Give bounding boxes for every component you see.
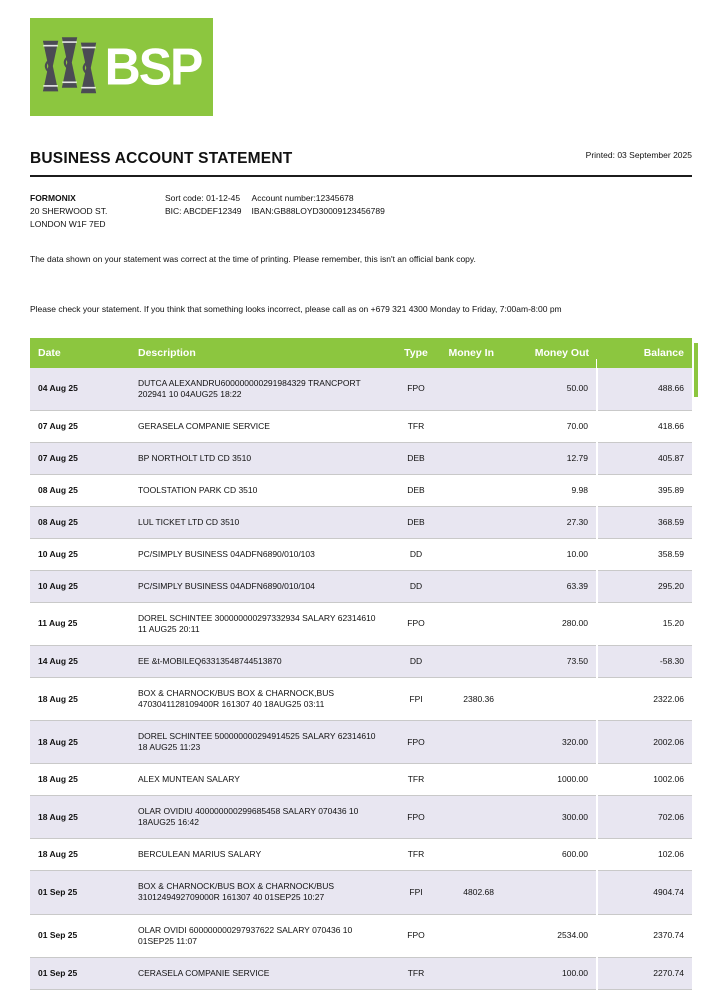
cell-description: OLAR OVIDI 600000000297937622 SALARY 070436 10 01SEP25 11:07 xyxy=(138,924,353,946)
cell-description: ALEX MUNTEAN SALARY xyxy=(138,774,240,785)
cell-description: DOREL SCHINTEE 500000000294914525 SALARY 62314610 18 AUG25 11:23 xyxy=(138,731,376,753)
cell-date: 18 Aug 25 xyxy=(38,774,78,785)
cell-money-out: 73.50 xyxy=(502,645,597,677)
sort-code: Sort code: 01-12-45 xyxy=(165,193,241,203)
cell-money-out: 27.30 xyxy=(502,506,597,538)
cell-description: BP NORTHOLT LTD CD 3510 xyxy=(138,452,252,463)
transactions-table xyxy=(30,338,692,990)
iban: IBAN:GB88LOYD30009123456789 xyxy=(251,206,385,217)
cell-money-in xyxy=(440,957,502,989)
cell-date: 11 Aug 25 xyxy=(38,618,78,629)
column-header-balance: Balance xyxy=(597,338,692,368)
cell-money-in xyxy=(440,368,502,411)
bsp-logo xyxy=(30,18,213,116)
cell-type: FPO xyxy=(407,736,425,747)
cell-date: 10 Aug 25 xyxy=(38,580,78,591)
page-title: BUSINESS ACCOUNT STATEMENT xyxy=(30,150,293,167)
cell-balance: 2002.06 xyxy=(653,736,684,747)
cell-date: 01 Sep 25 xyxy=(38,886,78,897)
contact-note: Please check your statement. If you think that something looks incorrect, please call as on +679 321 4300 Monday to Friday, 7:00am-8:00 pm xyxy=(30,303,562,314)
table-row xyxy=(30,764,692,796)
cell-type: FPI xyxy=(409,886,423,897)
cell-money-in xyxy=(440,474,502,506)
cell-date: 18 Aug 25 xyxy=(38,849,78,860)
cell-money-in xyxy=(440,839,502,871)
cell-date: 10 Aug 25 xyxy=(38,548,78,559)
cell-money-in xyxy=(440,721,502,764)
cell-date: 18 Aug 25 xyxy=(38,736,78,747)
table-row xyxy=(30,871,692,914)
cell-balance: 418.66 xyxy=(658,420,684,431)
cell-balance: -58.30 xyxy=(659,655,684,666)
cell-money-in: 2380.36 xyxy=(463,693,494,704)
table-row xyxy=(30,442,692,474)
cell-money-in xyxy=(440,796,502,839)
cell-description: BOX & CHARNOCK/BUS BOX & CHARNOCK,BUS 4703041128109400R 161307 40 18AUG25 03:11 xyxy=(138,688,335,710)
cell-description: LUL TICKET LTD CD 3510 xyxy=(138,516,240,527)
cell-type: FPI xyxy=(409,693,423,704)
cell-money-in xyxy=(440,442,502,474)
bic: BIC: ABCDEF12349 xyxy=(165,206,242,217)
kundu-drums-icon xyxy=(42,35,98,99)
cell-money-out: 70.00 xyxy=(502,410,597,442)
customer-address xyxy=(30,192,165,232)
cell-date: 18 Aug 25 xyxy=(38,811,78,822)
cell-money-out: 10.00 xyxy=(502,538,597,570)
cell-description: BERCULEAN MARIUS SALARY xyxy=(138,849,262,860)
cell-money-out: 1000.00 xyxy=(502,764,597,796)
cell-type: FPO xyxy=(407,930,425,941)
cell-money-in xyxy=(440,570,502,602)
cell-type: DD xyxy=(409,548,423,559)
table-row xyxy=(30,914,692,957)
cell-type: TFR xyxy=(407,420,425,431)
cell-money-out: 2534.00 xyxy=(502,914,597,957)
statement-table-body xyxy=(30,368,692,990)
cell-balance: 102.06 xyxy=(658,849,684,860)
cell-description: EE &t-MOBILEQ63313548744513870 xyxy=(138,655,282,666)
transactions-section xyxy=(30,338,692,990)
cell-balance: 2270.74 xyxy=(653,967,684,978)
cell-balance: 395.89 xyxy=(658,484,684,495)
cell-money-in xyxy=(440,602,502,645)
account-details xyxy=(30,192,692,232)
cell-description: BOX & CHARNOCK/BUS BOX & CHARNOCK/BUS 3101249492709000R 161307 40 01SEP25 10:27 xyxy=(138,881,335,903)
table-row xyxy=(30,796,692,839)
cell-type: DEB xyxy=(407,484,425,495)
cell-type: TFR xyxy=(407,967,425,978)
table-row xyxy=(30,474,692,506)
table-row xyxy=(30,506,692,538)
cell-description: DUTCA ALEXANDRU600000000291984329 TRANCPORT 202941 10 04AUG25 18:22 xyxy=(138,377,361,399)
cell-money-in xyxy=(440,645,502,677)
table-edge-artifact xyxy=(694,343,698,397)
cell-money-out: 9.98 xyxy=(502,474,597,506)
cell-type: DEB xyxy=(407,516,425,527)
cell-balance: 405.87 xyxy=(658,452,684,463)
table-row xyxy=(30,410,692,442)
cell-type: FPO xyxy=(407,383,425,394)
cell-date: 07 Aug 25 xyxy=(38,452,78,463)
statement-header xyxy=(30,150,692,177)
cell-date: 04 Aug 25 xyxy=(38,383,78,394)
cell-date: 01 Sep 25 xyxy=(38,930,78,941)
table-row xyxy=(30,602,692,645)
address-line-2: LONDON W1F 7ED xyxy=(30,219,106,230)
cell-description: DOREL SCHINTEE 300000000297332934 SALARY 62314610 11 AUG25 20:11 xyxy=(138,612,376,634)
cell-type: DEB xyxy=(407,452,425,463)
cell-description: CERASELA COMPANIE SERVICE xyxy=(138,967,270,978)
cell-money-in xyxy=(440,506,502,538)
cell-money-out: 12.79 xyxy=(502,442,597,474)
cell-balance: 702.06 xyxy=(658,811,684,822)
column-header-type: Type xyxy=(392,338,440,368)
address-line-1: 20 SHERWOOD ST. xyxy=(30,206,108,217)
cell-balance: 358.59 xyxy=(658,548,684,559)
cell-money-in: 4802.68 xyxy=(463,886,494,897)
table-row xyxy=(30,957,692,989)
cell-money-out: 300.00 xyxy=(502,796,597,839)
cell-description: OLAR OVIDIU 400000000299685458 SALARY 070436 10 18AUG25 16:42 xyxy=(138,806,359,828)
table-row xyxy=(30,721,692,764)
cell-type: DD xyxy=(409,580,423,591)
cell-balance: 2322.06 xyxy=(653,693,684,704)
column-header-date: Date xyxy=(30,338,130,368)
cell-balance: 4904.74 xyxy=(653,886,684,897)
printed-date: Printed: 03 September 2025 xyxy=(585,150,692,160)
cell-money-out: 63.39 xyxy=(502,570,597,602)
cell-date: 08 Aug 25 xyxy=(38,484,78,495)
table-row xyxy=(30,645,692,677)
cell-balance: 488.66 xyxy=(658,383,684,394)
cell-date: 01 Sep 25 xyxy=(38,967,78,978)
cell-balance: 1002.06 xyxy=(653,774,684,785)
cell-type: TFR xyxy=(407,774,425,785)
cell-money-out: 320.00 xyxy=(502,721,597,764)
table-row xyxy=(30,678,692,721)
cell-money-out: 280.00 xyxy=(502,602,597,645)
cell-money-in xyxy=(440,538,502,570)
disclaimer-note: The data shown on your statement was correct at the time of printing. Please remember, this isn't an official bank copy. xyxy=(30,253,476,264)
cell-balance: 15.20 xyxy=(662,618,684,629)
cell-type: FPO xyxy=(407,618,425,629)
cell-money-in xyxy=(440,764,502,796)
cell-description: GERASELA COMPANIE SERVICE xyxy=(138,420,270,431)
column-header-description: Description xyxy=(130,338,392,368)
customer-name: FORMONIX xyxy=(30,193,76,203)
cell-description: PC/SIMPLY BUSINESS 04ADFN6890/010/103 xyxy=(138,548,315,559)
cell-description: TOOLSTATION PARK CD 3510 xyxy=(138,484,258,495)
cell-type: DD xyxy=(409,655,423,666)
cell-date: 18 Aug 25 xyxy=(38,693,78,704)
cell-balance: 2370.74 xyxy=(653,930,684,941)
cell-type: TFR xyxy=(407,849,425,860)
cell-money-out: 600.00 xyxy=(502,839,597,871)
cell-money-out: 50.00 xyxy=(502,368,597,411)
table-header xyxy=(30,338,692,368)
cell-date: 08 Aug 25 xyxy=(38,516,78,527)
table-row xyxy=(30,538,692,570)
cell-money-out xyxy=(502,871,597,914)
cell-money-in xyxy=(440,410,502,442)
table-row xyxy=(30,839,692,871)
table-row xyxy=(30,368,692,411)
cell-date: 07 Aug 25 xyxy=(38,420,78,431)
cell-balance: 368.59 xyxy=(658,516,684,527)
column-header-money-in: Money In xyxy=(440,338,502,368)
cell-date: 14 Aug 25 xyxy=(38,655,78,666)
cell-money-out xyxy=(502,678,597,721)
cell-money-in xyxy=(440,914,502,957)
cell-balance: 295.20 xyxy=(658,580,684,591)
account-number: Account number:12345678 xyxy=(251,193,354,203)
cell-description: PC/SIMPLY BUSINESS 04ADFN6890/010/104 xyxy=(138,580,315,591)
column-header-money-out: Money Out xyxy=(502,338,597,368)
cell-money-out: 100.00 xyxy=(502,957,597,989)
account-identifiers xyxy=(165,192,385,232)
cell-type: FPO xyxy=(407,811,425,822)
table-row xyxy=(30,570,692,602)
bsp-logo-text: BSP xyxy=(104,37,202,97)
